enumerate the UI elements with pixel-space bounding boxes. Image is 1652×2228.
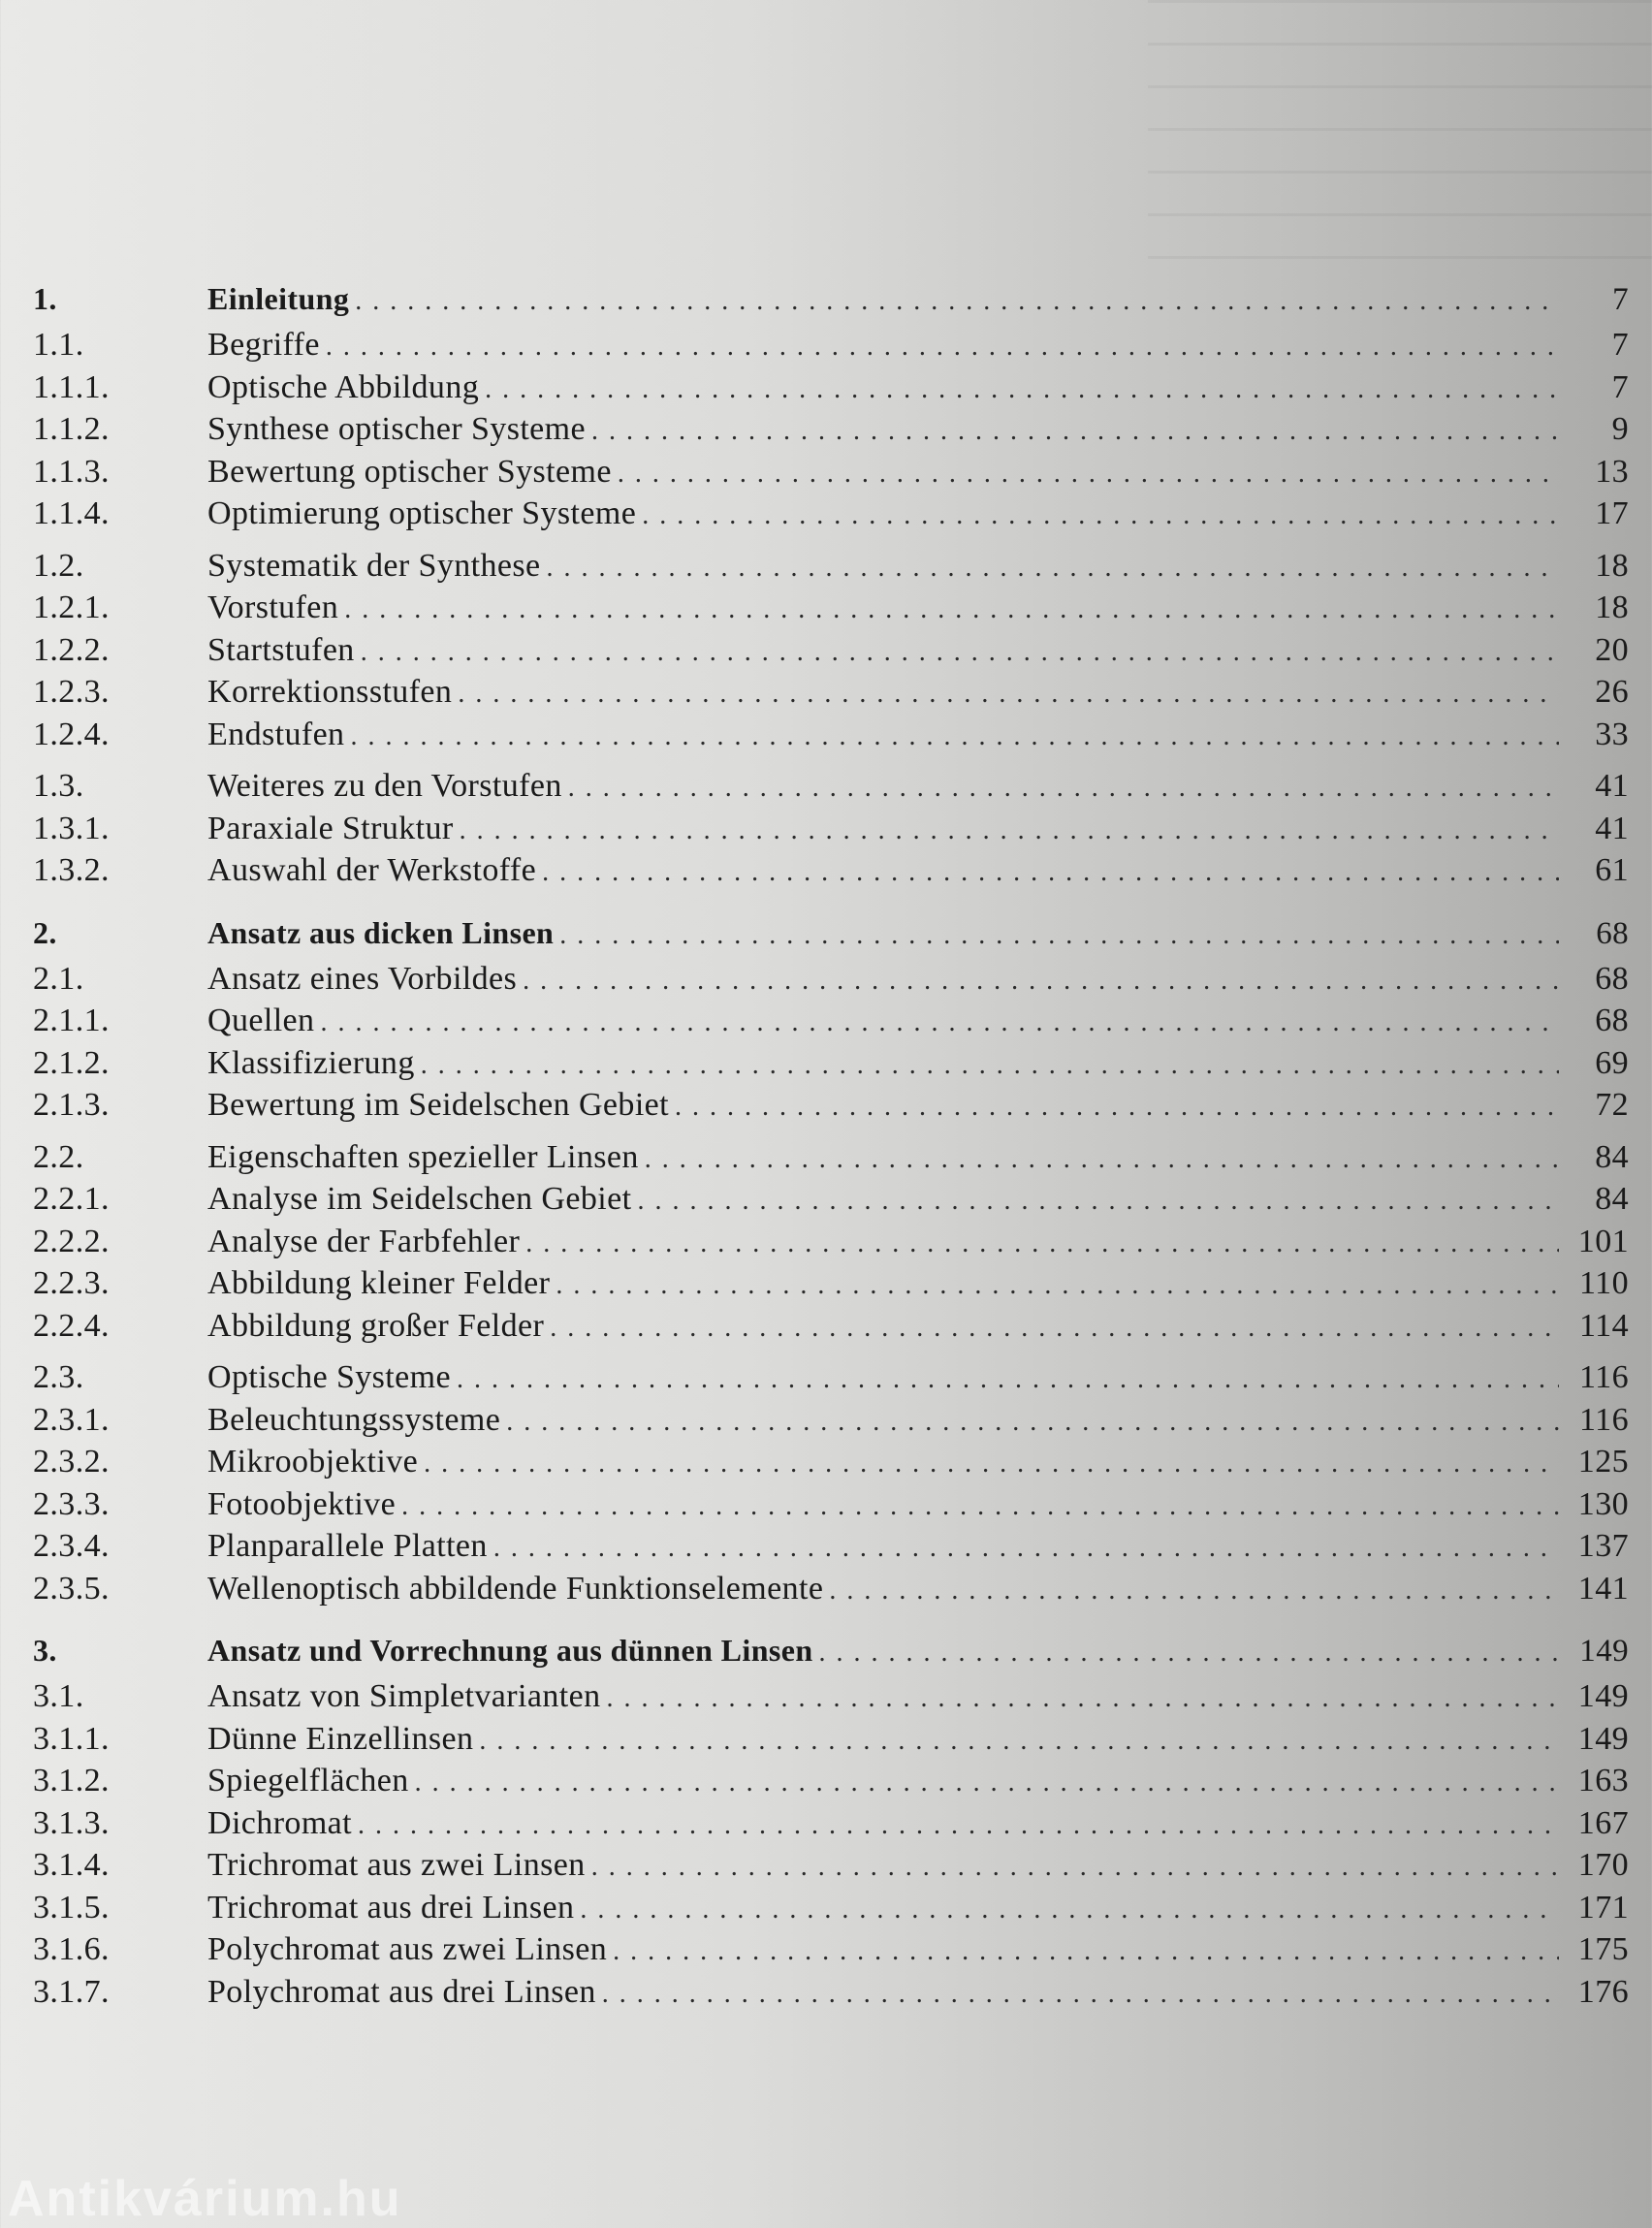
toc-entry-number: 1. [33, 281, 57, 316]
dot-leader [320, 1000, 1559, 1044]
toc-subsection [29, 408, 1629, 451]
toc-chapter [29, 907, 1629, 958]
toc-section [29, 765, 1629, 808]
toc-entry-number: 2.3. [33, 1359, 84, 1395]
toc-entry-title: Endstufen [207, 716, 345, 752]
toc-entry-page: 13 [1595, 453, 1629, 490]
toc-entry-title: Spiegelflächen [207, 1763, 409, 1798]
dot-leader [607, 1675, 1560, 1720]
toc-entry-title: Polychromat aus zwei Linsen [207, 1931, 608, 1967]
toc-entry-number: 3.1.5. [33, 1889, 110, 1926]
toc-entry-title: Ansatz von Simpletvarianten [207, 1678, 601, 1714]
toc-entry-number: 2.1.2. [33, 1044, 110, 1081]
toc-entry-title: Einleitung [207, 281, 350, 316]
toc-entry-page: 141 [1577, 1570, 1629, 1607]
toc-entry-number: 3.1.3. [33, 1804, 110, 1841]
toc-subsection [29, 1718, 1629, 1761]
toc-entry-page: 116 [1579, 1359, 1629, 1395]
toc-entry-page: 171 [1577, 1889, 1629, 1926]
toc-subsection [29, 1178, 1629, 1221]
toc-entry-number: 2.1. [33, 960, 84, 997]
toc-entry-page: 170 [1577, 1847, 1629, 1883]
toc-entry-page: 101 [1577, 1223, 1629, 1259]
toc-entry-number: 1.2.3. [33, 674, 110, 710]
toc-entry-title: Bewertung optischer Systeme [207, 453, 612, 490]
toc-subsection [29, 671, 1629, 714]
toc-subsection [29, 629, 1629, 672]
toc-subsection [29, 1568, 1629, 1610]
dot-leader [675, 1084, 1559, 1129]
toc-entry-page: 18 [1595, 589, 1629, 625]
dot-leader [326, 324, 1559, 368]
toc-entry-page: 110 [1579, 1265, 1629, 1301]
toc-subsection [29, 1000, 1629, 1042]
toc-entry-number: 1.2. [33, 547, 84, 584]
toc-entry-page: 149 [1579, 1634, 1629, 1669]
toc-entry-number: 3.1.1. [33, 1720, 110, 1757]
dot-leader [460, 808, 1559, 852]
toc-entry-page: 7 [1611, 368, 1629, 405]
dot-leader [829, 1568, 1559, 1612]
toc-entry-title: Fotoobjektive [207, 1485, 397, 1522]
toc-entry-page: 69 [1595, 1044, 1629, 1081]
toc-entry-title: Systematik der Synthese [207, 547, 541, 584]
dot-leader [493, 1525, 1559, 1570]
toc-subsection [29, 1525, 1629, 1568]
toc-entry-page: 167 [1577, 1804, 1629, 1841]
toc-entry-number: 2.2. [33, 1138, 84, 1175]
toc-entry-page: 41 [1595, 768, 1629, 804]
toc-entry-page: 149 [1577, 1720, 1629, 1757]
toc-subsection [29, 1441, 1629, 1483]
dot-leader [358, 1802, 1559, 1847]
toc-entry-number: 2.2.4. [33, 1307, 110, 1344]
toc-entry-number: 2.3.3. [33, 1485, 110, 1522]
dot-leader [485, 366, 1559, 411]
toc-section [29, 1675, 1629, 1718]
toc-entry-number: 2.1.1. [33, 1003, 110, 1038]
toc-entry-number: 1.2.1. [33, 589, 110, 625]
dot-leader [568, 765, 1559, 810]
dot-leader [642, 493, 1559, 537]
toc-entry-number: 3.1.6. [33, 1931, 110, 1967]
toc-entry-number: 3.1. [33, 1678, 84, 1714]
toc-entry-number: 1.3. [33, 768, 84, 804]
toc-entry-page: 17 [1595, 495, 1629, 531]
dot-leader [424, 1441, 1559, 1485]
toc-subsection [29, 1928, 1629, 1971]
toc-entry-title: Quellen [207, 1003, 315, 1038]
dot-leader [457, 1356, 1559, 1401]
toc-entry-number: 2.2.1. [33, 1181, 110, 1217]
toc-entry-title: Trichromat aus zwei Linsen [207, 1847, 586, 1883]
toc-entry-title: Abbildung großer Felder [207, 1307, 545, 1344]
toc-subsection [29, 1802, 1629, 1845]
toc-entry-title: Polychromat aus drei Linsen [207, 1973, 596, 2010]
toc-entry-number: 1.2.2. [33, 631, 110, 668]
toc-subsection [29, 1399, 1629, 1442]
toc-entry-title: Bewertung im Seidelschen Gebiet [207, 1087, 669, 1123]
toc-subsection [29, 1084, 1629, 1127]
toc-entry-number: 1.3.2. [33, 852, 110, 888]
toc-entry-title: Auswahl der Werkstoffe [207, 852, 537, 888]
toc-subsection [29, 1262, 1629, 1305]
toc-entry-number: 3.1.4. [33, 1847, 110, 1883]
toc-entry-page: 20 [1595, 631, 1629, 668]
dot-leader [458, 671, 1559, 716]
toc-subsection [29, 451, 1629, 493]
toc-entry-title: Wellenoptisch abbildende Funktionselemente [207, 1570, 824, 1607]
toc-subsection [29, 493, 1629, 535]
toc-entry-page: 114 [1579, 1307, 1629, 1344]
dot-leader [523, 958, 1559, 1003]
toc-subsection [29, 366, 1629, 409]
toc-entry-page: 68 [1596, 915, 1629, 951]
dot-leader [556, 1262, 1559, 1307]
toc-entry-page: 68 [1595, 960, 1629, 997]
dot-leader [819, 1625, 1559, 1678]
toc-entry-title: Analyse im Seidelschen Gebiet [207, 1181, 632, 1217]
toc-entry-page: 163 [1577, 1763, 1629, 1798]
dot-leader [350, 714, 1559, 758]
dot-leader [542, 849, 1559, 894]
toc-section [29, 1356, 1629, 1399]
toc-entry-number: 1.1.2. [33, 411, 110, 447]
toc-entry-title: Eigenschaften spezieller Linsen [207, 1138, 639, 1175]
toc-entry-title: Dichromat [207, 1804, 352, 1841]
toc-entry-title: Analyse der Farbfehler [207, 1223, 521, 1259]
toc-entry-title: Ansatz eines Vorbildes [207, 960, 518, 997]
toc-entry-title: Abbildung kleiner Felder [207, 1265, 551, 1301]
toc-entry-page: 7 [1612, 282, 1629, 317]
toc-entry-page: 125 [1577, 1444, 1629, 1480]
dot-leader [591, 408, 1559, 453]
toc-entry-page: 9 [1611, 411, 1629, 447]
toc-subsection [29, 1844, 1629, 1887]
toc-entry-page: 84 [1595, 1138, 1629, 1175]
toc-entry-page: 41 [1595, 810, 1629, 846]
toc-entry-number: 2.2.3. [33, 1265, 110, 1301]
toc-entry-number: 2.3.1. [33, 1401, 110, 1438]
dot-leader [637, 1178, 1559, 1223]
toc-subsection [29, 849, 1629, 892]
dot-leader [361, 629, 1559, 674]
dot-leader [613, 1928, 1559, 1973]
dot-leader [506, 1399, 1559, 1444]
dot-leader [559, 907, 1559, 961]
toc-entry-title: Dünne Einzellinsen [207, 1720, 474, 1757]
toc-chapter [29, 1625, 1629, 1675]
toc-entry-number: 3.1.7. [33, 1973, 110, 2010]
dot-leader [525, 1221, 1559, 1265]
dot-leader [355, 273, 1559, 327]
dot-leader [602, 1971, 1559, 2016]
toc-entry-number: 1.1.1. [33, 368, 110, 405]
toc-entry-page: 7 [1611, 327, 1629, 363]
toc-entry-title: Synthese optischer Systeme [207, 411, 587, 447]
dot-leader [421, 1042, 1559, 1087]
dot-leader [591, 1844, 1559, 1889]
toc-subsection [29, 714, 1629, 756]
toc-entry-title: Weiteres zu den Vorstufen [207, 768, 562, 804]
toc-entry-number: 1.1.3. [33, 453, 110, 490]
table-of-contents [29, 273, 1629, 2013]
dot-leader [547, 545, 1560, 589]
toc-subsection [29, 1305, 1629, 1348]
toc-entry-title: Vorstufen [207, 589, 339, 625]
dot-leader [344, 587, 1559, 631]
toc-entry-number: 1.3.1. [33, 810, 110, 846]
toc-entry-title: Ansatz und Vorrechnung aus dünnen Linsen [207, 1633, 813, 1668]
bleed-through-text [1148, 0, 1652, 291]
toc-entry-number: 2.1.3. [33, 1087, 110, 1123]
toc-section [29, 1136, 1629, 1179]
toc-entry-page: 176 [1577, 1973, 1629, 2010]
toc-entry-number: 1.2.4. [33, 716, 110, 752]
toc-entry-page: 175 [1577, 1931, 1629, 1967]
dot-leader [479, 1718, 1559, 1763]
toc-entry-title: Beleuchtungssysteme [207, 1401, 501, 1438]
toc-entry-page: 149 [1577, 1678, 1629, 1714]
toc-entry-number: 3. [33, 1633, 57, 1668]
toc-section [29, 324, 1629, 366]
toc-entry-page: 18 [1595, 547, 1629, 584]
toc-entry-page: 33 [1595, 716, 1629, 752]
toc-entry-title: Startstufen [207, 631, 355, 668]
toc-chapter [29, 273, 1629, 324]
toc-entry-title: Planparallele Platten [207, 1528, 488, 1564]
toc-entry-page: 72 [1595, 1087, 1629, 1123]
toc-entry-number: 2.2.2. [33, 1223, 110, 1259]
dot-leader [401, 1483, 1559, 1528]
toc-entry-number: 1.1. [33, 327, 84, 363]
watermark-logo: Antikvárium.hu [8, 2171, 402, 2227]
toc-entry-title: Optimierung optischer Systeme [207, 495, 637, 531]
toc-subsection [29, 1483, 1629, 1526]
toc-entry-number: 3.1.2. [33, 1763, 110, 1798]
toc-entry-title: Ansatz aus dicken Linsen [207, 914, 555, 950]
toc-section [29, 545, 1629, 588]
toc-subsection [29, 1221, 1629, 1263]
toc-entry-title: Paraxiale Struktur [207, 810, 454, 846]
toc-entry-title: Klassifizierung [207, 1044, 415, 1081]
toc-entry-title: Begriffe [207, 327, 320, 363]
toc-subsection [29, 1760, 1629, 1802]
toc-entry-number: 2. [33, 914, 57, 950]
toc-entry-title: Mikroobjektive [207, 1444, 419, 1480]
toc-entry-number: 1.1.4. [33, 495, 110, 531]
toc-entry-page: 26 [1595, 674, 1629, 710]
toc-entry-page: 84 [1595, 1181, 1629, 1217]
dot-leader [550, 1305, 1559, 1350]
toc-entry-number: 2.3.4. [33, 1528, 110, 1564]
toc-entry-page: 68 [1595, 1003, 1629, 1038]
toc-entry-title: Optische Systeme [207, 1359, 451, 1395]
toc-subsection [29, 587, 1629, 629]
toc-entry-page: 61 [1595, 852, 1629, 888]
toc-section [29, 958, 1629, 1001]
toc-entry-title: Trichromat aus drei Linsen [207, 1889, 575, 1926]
toc-subsection [29, 1971, 1629, 2014]
toc-subsection [29, 808, 1629, 850]
toc-entry-title: Optische Abbildung [207, 368, 480, 405]
dot-leader [645, 1136, 1559, 1181]
toc-entry-title: Korrektionsstufen [207, 674, 453, 710]
toc-entry-number: 2.3.2. [33, 1444, 110, 1480]
toc-entry-page: 116 [1579, 1401, 1629, 1438]
toc-entry-page: 130 [1577, 1485, 1629, 1522]
dot-leader [580, 1887, 1559, 1931]
toc-entry-number: 2.3.5. [33, 1570, 110, 1607]
toc-subsection [29, 1042, 1629, 1085]
toc-subsection [29, 1887, 1629, 1929]
toc-entry-page: 137 [1577, 1528, 1629, 1564]
dot-leader [415, 1760, 1559, 1804]
dot-leader [618, 451, 1559, 495]
